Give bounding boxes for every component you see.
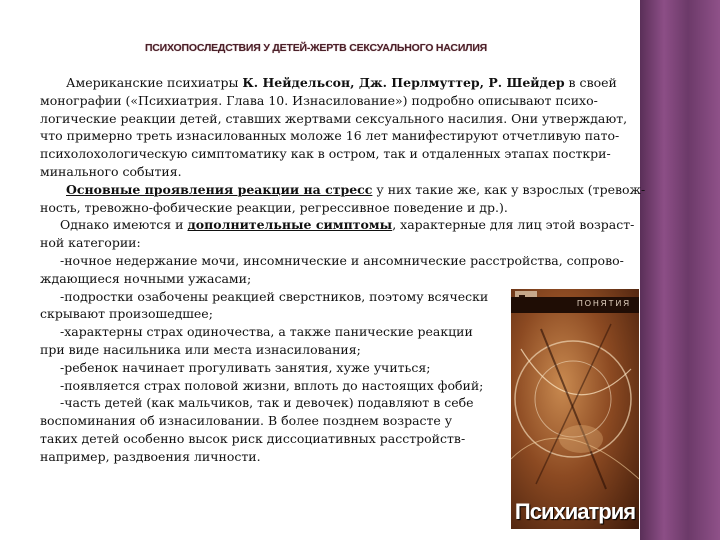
list-item: ждающиеся ночными ужасами; (40, 270, 252, 286)
list-item: -характерны страх одиночества, а также панические реакции (60, 324, 473, 340)
paragraph-3-line-1: Однако имеются и дополнительные симптомы, характерные для лиц этой возраст- (60, 217, 635, 233)
book-cover-artwork (511, 289, 639, 529)
book-series-band (511, 297, 639, 313)
list-item: воспоминания об изнасиловании. В более позднем возрасте у (40, 413, 453, 429)
paragraph-1-line-6: минального события. (40, 163, 182, 179)
paragraph-1-line-5: психолохологическую симптоматику как в остром, так и отдаленных этапах посткри- (40, 146, 611, 162)
list-item: например, раздвоения личности. (40, 448, 261, 464)
authors: К. Нейдельсон, Дж. Перлмуттер, Р. Шейдер (242, 75, 565, 90)
paragraph-1-line-2: монографии («Психиатрия. Глава 10. Изнасилование») подробно описывают психо- (40, 92, 598, 108)
list-item: -часть детей (как мальчиков, так и девочек) подавляют в себе (60, 395, 474, 411)
book-title: Психиатрия (514, 499, 636, 524)
paragraph-2-line-1: Основные проявления реакции на стресс у них такие же, как у взрослых (тревож- (66, 181, 646, 197)
book-series-label: ПОНЯТИЯ (577, 299, 631, 308)
book-cover-image (511, 289, 639, 529)
list-item: -ребенок начинает прогуливать занятия, хуже учиться; (60, 359, 431, 375)
list-item: скрывают произошедшее; (40, 306, 213, 322)
list-item: -подростки озабочены реакцией сверстников, поэтому всячески (60, 288, 489, 304)
list-item: -ночное недержание мочи, инсомнические и ансомнические расстройства, сопрово- (60, 252, 624, 268)
paragraph-1-line-4: что примерно треть изнасилованных моложе 16 лет манифестируют отчетливую пато- (40, 128, 620, 144)
slide-title: ПСИХОПОСЛЕДСТВИЯ У ДЕТЕЙ-ЖЕРТВ СЕКСУАЛЬНОГО НАСИЛИЯ (144, 42, 488, 54)
additional-symptoms-heading: дополнительные симптомы (187, 217, 393, 233)
paragraph-3-line-2: ной категории: (40, 235, 141, 251)
paragraph-1-line-1: Американские психиатры К. Нейдельсон, Дж. Перлмуттер, Р. Шейдер в своей (66, 75, 617, 90)
decorative-side-band (640, 0, 720, 540)
list-item: таких детей особенно высок риск диссоциативных расстройств- (40, 430, 466, 446)
paragraph-1-line-3: логические реакции детей, ставших жертвами сексуального насилия. Они утверждают, (40, 110, 628, 126)
paragraph-2-line-2: ность, тревожно-фобические реакции, регрессивное поведение и др.). (40, 199, 508, 215)
list-item: при виде насильника или места изнасилования; (40, 341, 361, 357)
list-item: -появляется страх половой жизни, вплоть до настоящих фобий; (60, 377, 484, 393)
stress-reaction-heading: Основные проявления реакции на стресс (66, 181, 373, 197)
